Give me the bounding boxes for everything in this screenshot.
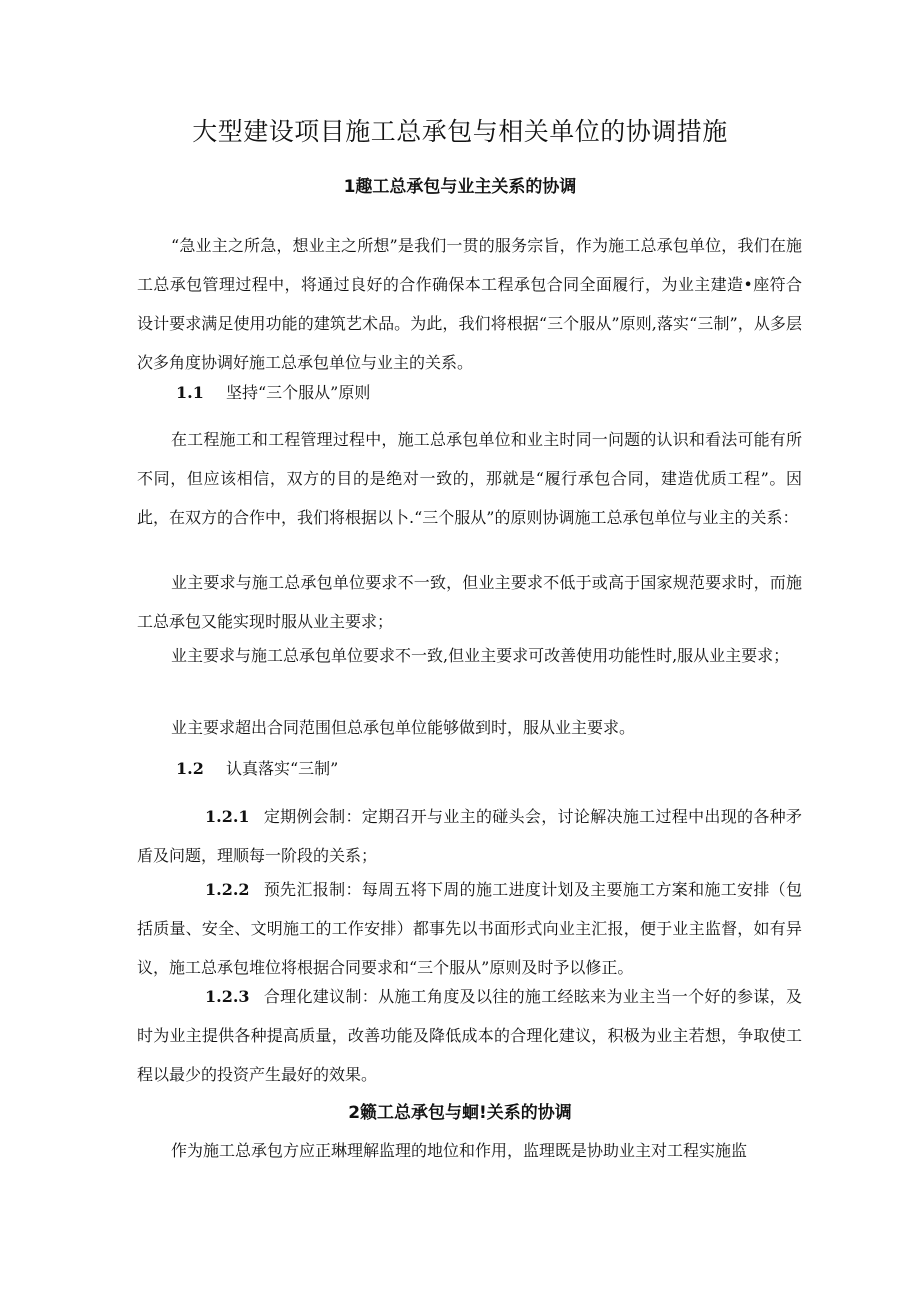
list-item-1-2-1 [137, 797, 802, 875]
subsection-number: 1.1 [176, 383, 204, 402]
section-2-heading: 2籁工总承包与蛔!关系的协调 [348, 1103, 572, 1123]
subsection-1-2-heading [176, 756, 338, 779]
section-2-intro: 作为施工总承包方应正琳理解监理的地位和作用，监理既是协助业主对工程实施监 [171, 1141, 748, 1160]
paragraph: 业主要求超出合同范围但总承包单位能够做到时，服从业主要求。 [171, 718, 636, 737]
subsection-number: 1.2 [176, 759, 204, 778]
item-number: 1.2.3 [205, 987, 250, 1006]
item-text: 合理化建议制：从施工角度及以往的施工经眩来为业主当一个好的参谋，及时为业主提供各种提高质量，改善功能及降低成本的合理化建议，积极为业主若想，争取使工程以最少的投资产生最好的效果。 [137, 987, 802, 1084]
item-text: 预先汇报制：每周五将下周的施工进度计划及主要施工方案和施工安排（包括质量、安全、文明施工的工作安排）都事先以书面形式向业主汇报，便于业主监督，如有异议，施工总承包堆位将根据合同要求和“三个服从”原则及时予以修正。 [137, 880, 802, 977]
item-number: 1.2.2 [205, 880, 250, 899]
item-number: 1.2.1 [205, 807, 250, 826]
section-1-intro: “急业主之所急，想业主之所想”是我们一贯的服务宗旨，作为施工总承包单位，我们在施工总承包管理过程中，将通过良好的合作确保本工程承包合同全面履行，为业主建造•座符合设计要求满足使用功能的建筑艺术品。为此，我们将根据“三个服从”原则,落实“三制”，从多层次多角度协调好施工总承包单位与业主的关系。 [137, 236, 802, 372]
list-item-1-2-2 [137, 870, 802, 987]
paragraph: 在工程施工和工程管理过程中，施工总承包单位和业主时同一问题的认识和看法可能有所不同，但应该相信，双方的目的是绝对一致的，那就是“履行承包合同，建造优质工程”。因此，在双方的合作中，我们将根据以卜.“三个服从”的原则协调施工总承包单位与业主的关系： [137, 430, 802, 527]
subsection-title: 认真落实“三制” [226, 759, 339, 778]
subsection-1-1-heading [176, 380, 370, 403]
section-1-heading: 1趣工总承包与业主关系的协调 [343, 177, 577, 197]
document-title: 大型建设项目施工总承包与相关单位的协调措施 [192, 117, 728, 146]
paragraph: 业主要求与施工总承包单位要求不一致,但业主要求可改善使用功能性时,服从业主要求； [171, 646, 790, 665]
item-text: 定期例会制：定期召开与业主的碰头会，讨论解决施工过程中出现的各种矛盾及问题，理顺每一阶段的关系； [137, 807, 802, 865]
subsection-title: 坚持“三个服从”原则 [226, 383, 371, 402]
paragraph: 业主要求与施工总承包单位要求不一致，但业主要求不低于或高于国家规范要求时，而施工总承包又能实现时服从业主要求； [137, 573, 802, 631]
list-item-1-2-3 [137, 977, 802, 1094]
